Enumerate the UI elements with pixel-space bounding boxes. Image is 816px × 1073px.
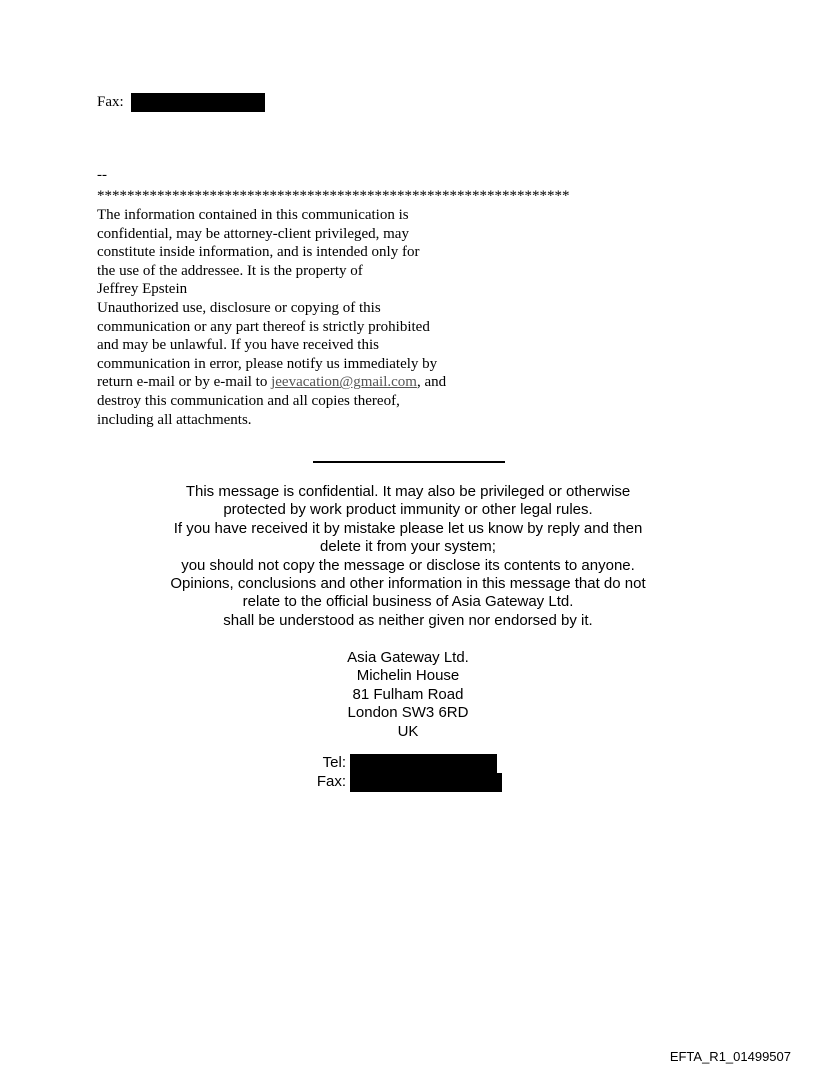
disclaimer-line: including all attachments. — [97, 411, 252, 428]
document-id: EFTA_R1_01499507 — [669, 1049, 791, 1064]
address-line: 81 Fulham Road — [352, 685, 464, 703]
company-disclaimer-line: Opinions, conclusions and other information in this message that do not — [170, 575, 646, 593]
disclaimer-line: Jeffrey Epstein — [97, 281, 188, 298]
fax-header-row — [97, 93, 265, 112]
asterisk-divider: *************************************************************** — [97, 188, 570, 204]
fax-label: Fax: — [316, 773, 346, 791]
company-disclaimer — [0, 483, 816, 630]
email-line-pre: return e-mail or by e-mail to — [97, 374, 272, 391]
fax-row — [314, 773, 502, 792]
disclaimer-line: destroy this communication and all copies thereof, — [97, 392, 400, 409]
company-address — [0, 649, 816, 741]
signature-dashes: -- — [97, 167, 107, 183]
confidentiality-disclaimer — [97, 206, 597, 429]
email-link[interactable]: jeevacation@gmail.com — [271, 374, 417, 391]
company-disclaimer-line: you should not copy the message or disclose its contents to anyone. — [181, 556, 635, 574]
disclaimer-line: and may be unlawful. If you have received this — [97, 337, 379, 354]
company-disclaimer-line: This message is confidential. It may also be privileged or otherwise — [185, 483, 631, 500]
disclaimer-line: confidential, may be attorney-client privileged, may — [97, 225, 409, 242]
horizontal-divider — [313, 461, 505, 463]
address-line: Michelin House — [356, 667, 460, 685]
address-line: London SW3 6RD — [347, 704, 469, 722]
disclaimer-line: The information contained in this communication is — [97, 207, 409, 223]
company-disclaimer-line: relate to the official business of Asia Gateway Ltd. — [242, 593, 574, 611]
fax-number-redaction — [350, 773, 502, 792]
disclaimer-line: Unauthorized use, disclosure or copying of this — [97, 299, 381, 316]
email-line-post: , and — [416, 374, 447, 391]
fax-number-redaction — [131, 93, 265, 112]
disclaimer-email-line — [97, 373, 597, 392]
company-disclaimer-line: protected by work product immunity or other legal rules. — [223, 501, 593, 519]
tel-label: Tel: — [322, 754, 346, 772]
contact-block — [314, 754, 502, 792]
disclaimer-line: communication in error, please notify us immediately by — [97, 355, 438, 372]
disclaimer-line: the use of the addressee. It is the property of — [97, 262, 363, 279]
fax-label: Fax: — [97, 94, 124, 111]
tel-row — [314, 754, 502, 773]
address-line: UK — [397, 722, 419, 740]
company-disclaimer-line: shall be understood as neither given nor endorsed by it. — [223, 611, 593, 629]
company-disclaimer-line: delete it from your system; — [320, 538, 496, 556]
company-name: Asia Gateway Ltd. — [347, 649, 469, 666]
disclaimer-line: constitute inside information, and is intended only for — [97, 244, 420, 261]
company-disclaimer-line: If you have received it by mistake please let us know by reply and then — [173, 519, 643, 537]
tel-number-redaction — [350, 754, 497, 773]
disclaimer-line: communication or any part thereof is strictly prohibited — [97, 318, 430, 335]
